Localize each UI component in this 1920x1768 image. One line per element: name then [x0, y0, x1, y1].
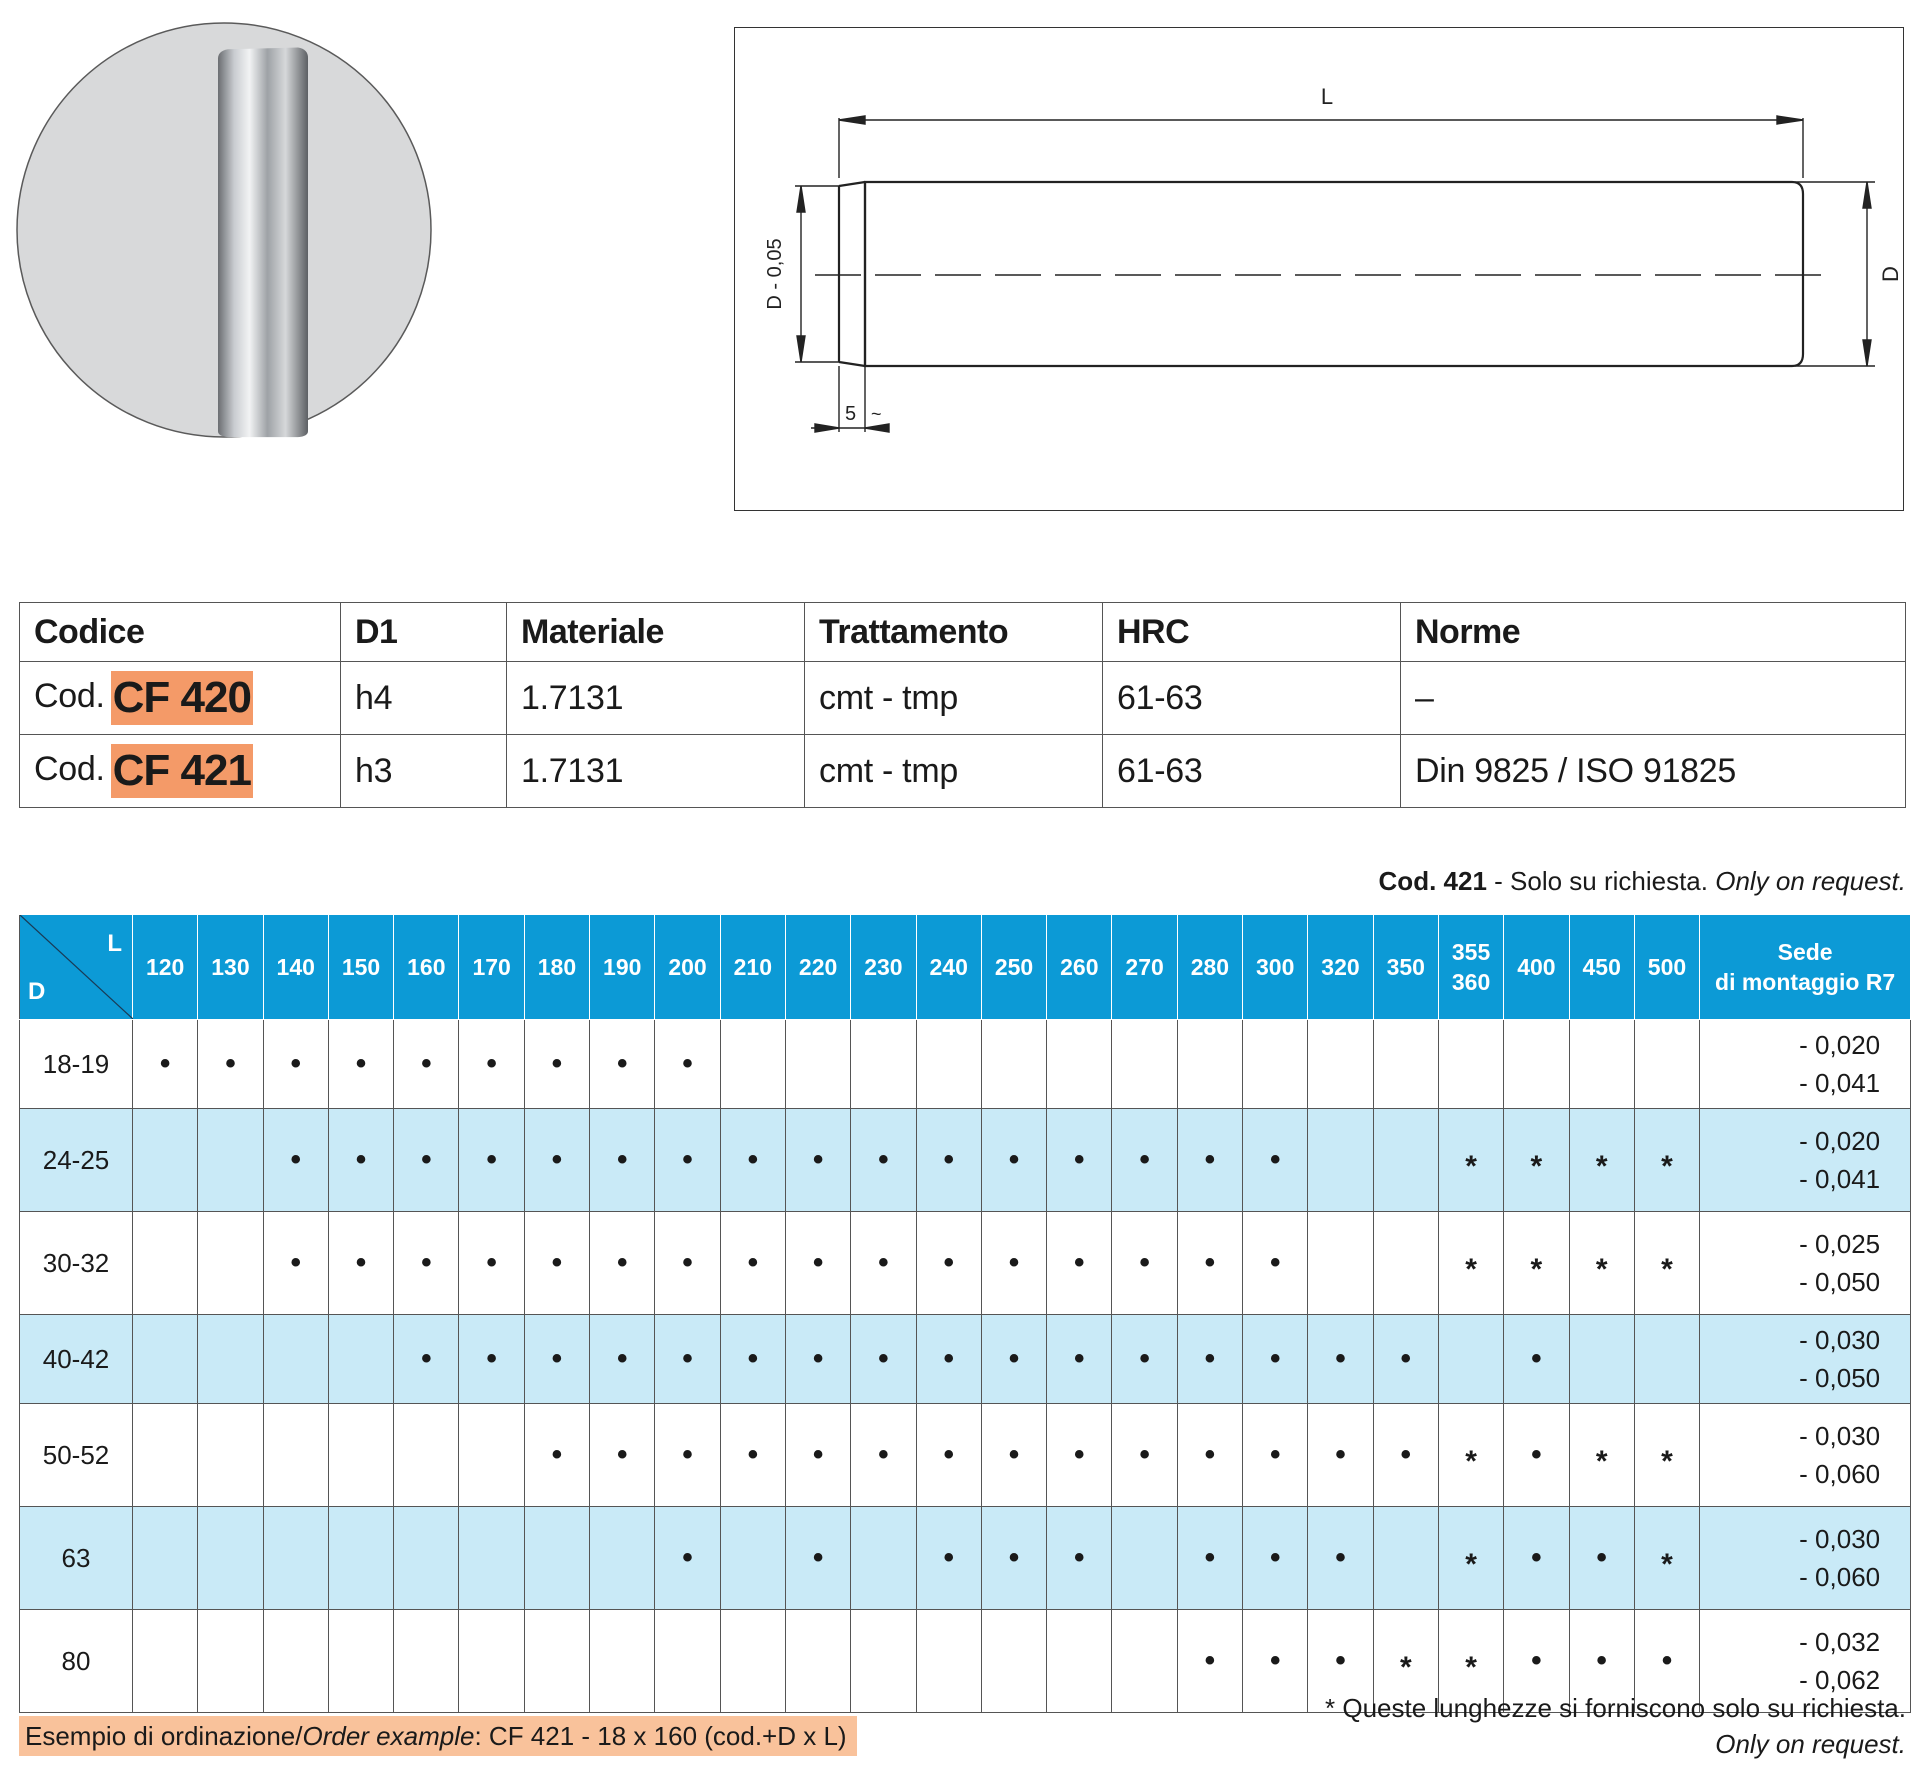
tolerance-lower: - 0,050: [1799, 1267, 1881, 1297]
empty-cell: [1047, 1610, 1112, 1713]
tolerance-cell: [1700, 1315, 1911, 1404]
spec-row: [20, 735, 1906, 808]
empty-cell: [1308, 1212, 1373, 1315]
order-example-value: : CF 421 - 18 x 160 (cod.+D x L): [474, 1721, 847, 1751]
available-mark: •: [720, 1315, 785, 1404]
empty-cell: [1047, 1020, 1112, 1109]
length-header: 220: [785, 915, 850, 1020]
spec-header: Materiale: [507, 603, 805, 662]
empty-cell: [1569, 1020, 1634, 1109]
empty-cell: [328, 1315, 393, 1404]
available-mark: •: [851, 1109, 916, 1212]
empty-cell: [263, 1404, 328, 1507]
available-mark: •: [524, 1404, 589, 1507]
length-header: 180: [524, 915, 589, 1020]
available-mark: •: [1504, 1315, 1569, 1404]
code-badge: CF 420: [111, 671, 253, 725]
tolerance-upper: - 0,020: [1799, 1126, 1881, 1156]
empty-cell: [1308, 1020, 1373, 1109]
empty-cell: [1504, 1020, 1569, 1109]
available-mark: •: [1177, 1212, 1242, 1315]
available-mark: •: [524, 1109, 589, 1212]
available-mark: •: [590, 1404, 655, 1507]
available-mark: •: [1243, 1315, 1308, 1404]
length-header: 280: [1177, 915, 1242, 1020]
request-note-it: - Solo su richiesta.: [1486, 866, 1716, 896]
available-mark: •: [655, 1020, 720, 1109]
empty-cell: [133, 1610, 198, 1713]
available-mark: •: [263, 1109, 328, 1212]
available-mark: •: [916, 1315, 981, 1404]
tolerance-lower: - 0,062: [1799, 1665, 1881, 1695]
empty-cell: [328, 1610, 393, 1713]
available-mark: •: [328, 1020, 393, 1109]
diameter-cell: 40-42: [20, 1315, 133, 1404]
d1-cell: h3: [341, 735, 507, 808]
tolerance-upper: - 0,032: [1799, 1627, 1881, 1657]
available-mark: •: [1177, 1507, 1242, 1610]
empty-cell: [590, 1507, 655, 1610]
on-request-mark: *: [1504, 1212, 1569, 1315]
length-header: 300: [1243, 915, 1308, 1020]
available-mark: •: [851, 1404, 916, 1507]
length-header: 260: [1047, 915, 1112, 1020]
available-mark: •: [1047, 1507, 1112, 1610]
available-mark: •: [1504, 1404, 1569, 1507]
length-header: 120: [133, 915, 198, 1020]
available-mark: •: [981, 1315, 1046, 1404]
length-header: 160: [394, 915, 459, 1020]
available-mark: •: [263, 1212, 328, 1315]
trattamento-cell: cmt - tmp: [805, 662, 1103, 735]
tolerance-cell: [1700, 1404, 1911, 1507]
empty-cell: [459, 1404, 524, 1507]
available-mark: •: [1112, 1315, 1177, 1404]
on-request-mark: *: [1634, 1212, 1699, 1315]
grid-row: [20, 1109, 1911, 1212]
empty-cell: [981, 1610, 1046, 1713]
request-note: [1379, 866, 1906, 897]
available-mark: •: [1047, 1212, 1112, 1315]
available-mark: •: [851, 1315, 916, 1404]
available-mark: •: [916, 1109, 981, 1212]
available-mark: •: [1177, 1315, 1242, 1404]
empty-cell: [524, 1507, 589, 1610]
available-mark: •: [1243, 1404, 1308, 1507]
empty-cell: [720, 1610, 785, 1713]
code-badge: CF 421: [111, 744, 253, 798]
empty-cell: [1308, 1109, 1373, 1212]
empty-cell: [1177, 1020, 1242, 1109]
available-mark: •: [720, 1404, 785, 1507]
spec-header: Norme: [1401, 603, 1906, 662]
corner-D: D: [28, 978, 46, 1005]
available-mark: •: [263, 1020, 328, 1109]
seat-header: [1700, 915, 1911, 1020]
diameter-cell: 63: [20, 1507, 133, 1610]
diameter-cell: 80: [20, 1610, 133, 1713]
cod-label: Cod.: [34, 676, 105, 715]
length-header: 230: [851, 915, 916, 1020]
empty-cell: [1373, 1507, 1438, 1610]
length-header: 150: [328, 915, 393, 1020]
empty-cell: [524, 1610, 589, 1713]
empty-cell: [133, 1507, 198, 1610]
available-mark: •: [1504, 1507, 1569, 1610]
materiale-cell: 1.7131: [507, 662, 805, 735]
length-header: 240: [916, 915, 981, 1020]
empty-cell: [198, 1507, 263, 1610]
empty-cell: [394, 1404, 459, 1507]
length-header: 170: [459, 915, 524, 1020]
available-mark: •: [1569, 1507, 1634, 1610]
available-mark: •: [1634, 1610, 1699, 1713]
tolerance-lower: - 0,050: [1799, 1363, 1881, 1393]
dowel-pin-image: [14, 20, 434, 440]
empty-cell: [133, 1109, 198, 1212]
empty-cell: [133, 1212, 198, 1315]
corner-L: L: [107, 930, 122, 957]
available-mark: •: [328, 1109, 393, 1212]
empty-cell: [1373, 1212, 1438, 1315]
empty-cell: [851, 1610, 916, 1713]
available-mark: •: [394, 1109, 459, 1212]
order-example-en: Order example: [302, 1721, 475, 1751]
empty-cell: [1112, 1610, 1177, 1713]
available-mark: •: [916, 1507, 981, 1610]
materiale-cell: 1.7131: [507, 735, 805, 808]
available-mark: •: [655, 1109, 720, 1212]
label-5: 5: [845, 403, 857, 425]
length-header: 130: [198, 915, 263, 1020]
norme-cell: –: [1401, 662, 1906, 735]
request-note-code: Cod. 421: [1378, 866, 1487, 896]
empty-cell: [394, 1610, 459, 1713]
tolerance-cell: [1700, 1212, 1911, 1315]
tolerance-upper: - 0,030: [1799, 1524, 1881, 1554]
available-mark: •: [785, 1109, 850, 1212]
available-mark: •: [720, 1212, 785, 1315]
empty-cell: [720, 1020, 785, 1109]
available-mark: •: [590, 1212, 655, 1315]
hrc-cell: 61-63: [1103, 735, 1401, 808]
spec-header-row: [20, 603, 1906, 662]
spec-header: Codice: [20, 603, 341, 662]
empty-cell: [785, 1610, 850, 1713]
empty-cell: [916, 1020, 981, 1109]
empty-cell: [916, 1610, 981, 1713]
available-mark: •: [1243, 1507, 1308, 1610]
empty-cell: [133, 1315, 198, 1404]
empty-cell: [785, 1020, 850, 1109]
empty-cell: [1112, 1507, 1177, 1610]
length-header: 190: [590, 915, 655, 1020]
request-note-en: Only on request.: [1715, 866, 1906, 896]
available-mark: •: [1177, 1610, 1242, 1713]
available-mark: •: [655, 1404, 720, 1507]
footnote: [1325, 1690, 1906, 1762]
d1-cell: h4: [341, 662, 507, 735]
available-mark: •: [1177, 1109, 1242, 1212]
empty-cell: [263, 1507, 328, 1610]
available-mark: •: [1047, 1109, 1112, 1212]
available-mark: •: [1112, 1109, 1177, 1212]
on-request-mark: *: [1373, 1610, 1438, 1713]
empty-cell: [1373, 1020, 1438, 1109]
grid-row: [20, 1020, 1911, 1109]
on-request-mark: *: [1438, 1212, 1503, 1315]
seat-header-line2: di montaggio R7: [1715, 969, 1896, 995]
empty-cell: [981, 1020, 1046, 1109]
available-mark: •: [785, 1212, 850, 1315]
on-request-mark: *: [1634, 1109, 1699, 1212]
grid-row: [20, 1404, 1911, 1507]
empty-cell: [1634, 1315, 1699, 1404]
available-mark: •: [655, 1212, 720, 1315]
available-mark: •: [1243, 1610, 1308, 1713]
grid-row: [20, 1212, 1911, 1315]
empty-cell: [851, 1507, 916, 1610]
available-mark: •: [1308, 1610, 1373, 1713]
on-request-mark: *: [1438, 1610, 1503, 1713]
label-tilde: ~: [871, 404, 882, 424]
available-mark: •: [1504, 1610, 1569, 1713]
available-mark: •: [198, 1020, 263, 1109]
length-header: 250: [981, 915, 1046, 1020]
available-mark: •: [1243, 1109, 1308, 1212]
seat-header-line1: Sede: [1777, 939, 1833, 965]
available-mark: •: [1177, 1404, 1242, 1507]
empty-cell: [851, 1020, 916, 1109]
available-mark: •: [655, 1315, 720, 1404]
footnote-line1: * Queste lunghezze si forniscono solo su richiesta.: [1325, 1693, 1906, 1723]
norme-cell: Din 9825 / ISO 91825: [1401, 735, 1906, 808]
empty-cell: [198, 1404, 263, 1507]
available-mark: •: [459, 1109, 524, 1212]
empty-cell: [720, 1507, 785, 1610]
available-mark: •: [851, 1212, 916, 1315]
on-request-mark: *: [1438, 1507, 1503, 1610]
tolerance-lower: - 0,060: [1799, 1562, 1881, 1592]
spec-header: HRC: [1103, 603, 1401, 662]
tolerance-upper: - 0,030: [1799, 1325, 1881, 1355]
available-mark: •: [590, 1109, 655, 1212]
empty-cell: [394, 1507, 459, 1610]
on-request-mark: *: [1569, 1109, 1634, 1212]
grid-header-row: [20, 915, 1911, 1020]
available-mark: •: [524, 1020, 589, 1109]
on-request-mark: *: [1634, 1404, 1699, 1507]
footnote-line2: Only on request.: [1715, 1729, 1906, 1759]
length-header: 200: [655, 915, 720, 1020]
empty-cell: [655, 1610, 720, 1713]
empty-cell: [1569, 1315, 1634, 1404]
tolerance-upper: - 0,030: [1799, 1421, 1881, 1451]
on-request-mark: *: [1634, 1507, 1699, 1610]
empty-cell: [1243, 1020, 1308, 1109]
length-header: 450: [1569, 915, 1634, 1020]
empty-cell: [1438, 1020, 1503, 1109]
length-header: 270: [1112, 915, 1177, 1020]
available-mark: •: [785, 1404, 850, 1507]
on-request-mark: *: [1438, 1404, 1503, 1507]
available-mark: •: [1112, 1212, 1177, 1315]
order-example-it: Esempio di ordinazione/: [25, 1721, 303, 1751]
empty-cell: [263, 1315, 328, 1404]
available-mark: •: [394, 1315, 459, 1404]
available-mark: •: [785, 1507, 850, 1610]
on-request-mark: *: [1504, 1109, 1569, 1212]
empty-cell: [198, 1315, 263, 1404]
empty-cell: [263, 1610, 328, 1713]
length-header: 500: [1634, 915, 1699, 1020]
length-header: 320: [1308, 915, 1373, 1020]
diameter-cell: 18-19: [20, 1020, 133, 1109]
label-L: L: [1320, 84, 1334, 109]
label-D: D: [1878, 266, 1903, 282]
order-example: [19, 1716, 857, 1756]
tolerance-lower: - 0,060: [1799, 1459, 1881, 1489]
on-request-mark: *: [1569, 1404, 1634, 1507]
empty-cell: [1634, 1020, 1699, 1109]
cod-label: Cod.: [34, 749, 105, 788]
empty-cell: [590, 1610, 655, 1713]
available-mark: •: [394, 1020, 459, 1109]
available-mark: •: [1569, 1610, 1634, 1713]
on-request-mark: *: [1569, 1212, 1634, 1315]
available-mark: •: [785, 1315, 850, 1404]
empty-cell: [1112, 1020, 1177, 1109]
diameter-cell: 24-25: [20, 1109, 133, 1212]
tolerance-upper: - 0,020: [1799, 1030, 1881, 1060]
available-mark: •: [916, 1404, 981, 1507]
available-mark: •: [916, 1212, 981, 1315]
available-mark: •: [459, 1020, 524, 1109]
available-mark: •: [590, 1315, 655, 1404]
available-mark: •: [655, 1507, 720, 1610]
available-mark: •: [1308, 1404, 1373, 1507]
available-mark: •: [459, 1315, 524, 1404]
available-mark: •: [1308, 1507, 1373, 1610]
empty-cell: [198, 1109, 263, 1212]
available-mark: •: [1243, 1212, 1308, 1315]
available-mark: •: [1308, 1315, 1373, 1404]
tolerance-cell: [1700, 1109, 1911, 1212]
available-mark: •: [590, 1020, 655, 1109]
tolerance-lower: - 0,041: [1799, 1164, 1881, 1194]
empty-cell: [133, 1404, 198, 1507]
available-mark: •: [981, 1212, 1046, 1315]
available-mark: •: [720, 1109, 785, 1212]
spec-table: [19, 602, 1906, 808]
spec-row: [20, 662, 1906, 735]
tolerance-cell: [1700, 1020, 1911, 1109]
diameter-cell: 30-32: [20, 1212, 133, 1315]
spec-header: Trattamento: [805, 603, 1103, 662]
empty-cell: [328, 1507, 393, 1610]
hrc-cell: 61-63: [1103, 662, 1401, 735]
available-mark: •: [1373, 1404, 1438, 1507]
availability-grid: [19, 914, 1911, 1713]
tolerance-upper: - 0,025: [1799, 1229, 1881, 1259]
available-mark: •: [459, 1212, 524, 1315]
length-header: 355 360: [1438, 915, 1503, 1020]
empty-cell: [459, 1507, 524, 1610]
available-mark: •: [981, 1507, 1046, 1610]
empty-cell: [328, 1404, 393, 1507]
diameter-cell: 50-52: [20, 1404, 133, 1507]
grid-row: [20, 1507, 1911, 1610]
length-header: 140: [263, 915, 328, 1020]
empty-cell: [459, 1610, 524, 1713]
empty-cell: [198, 1610, 263, 1713]
label-D-minus: D - 0,05: [764, 238, 786, 310]
grid-corner: [20, 915, 133, 1020]
empty-cell: [1438, 1315, 1503, 1404]
available-mark: •: [394, 1212, 459, 1315]
code-cell: [20, 735, 341, 808]
available-mark: •: [133, 1020, 198, 1109]
available-mark: •: [1112, 1404, 1177, 1507]
spec-header: D1: [341, 603, 507, 662]
empty-cell: [1373, 1109, 1438, 1212]
on-request-mark: *: [1438, 1109, 1503, 1212]
available-mark: •: [1373, 1315, 1438, 1404]
length-header: 350: [1373, 915, 1438, 1020]
available-mark: •: [981, 1109, 1046, 1212]
available-mark: •: [524, 1315, 589, 1404]
available-mark: •: [981, 1404, 1046, 1507]
empty-cell: [198, 1212, 263, 1315]
trattamento-cell: cmt - tmp: [805, 735, 1103, 808]
product-photo: [14, 20, 434, 440]
available-mark: •: [1047, 1404, 1112, 1507]
available-mark: •: [1047, 1315, 1112, 1404]
available-mark: •: [328, 1212, 393, 1315]
tolerance-cell: [1700, 1507, 1911, 1610]
available-mark: •: [524, 1212, 589, 1315]
length-header: 400: [1504, 915, 1569, 1020]
technical-drawing: [734, 27, 1904, 511]
code-cell: [20, 662, 341, 735]
tolerance-lower: - 0,041: [1799, 1068, 1881, 1098]
grid-row: [20, 1315, 1911, 1404]
length-header: 210: [720, 915, 785, 1020]
